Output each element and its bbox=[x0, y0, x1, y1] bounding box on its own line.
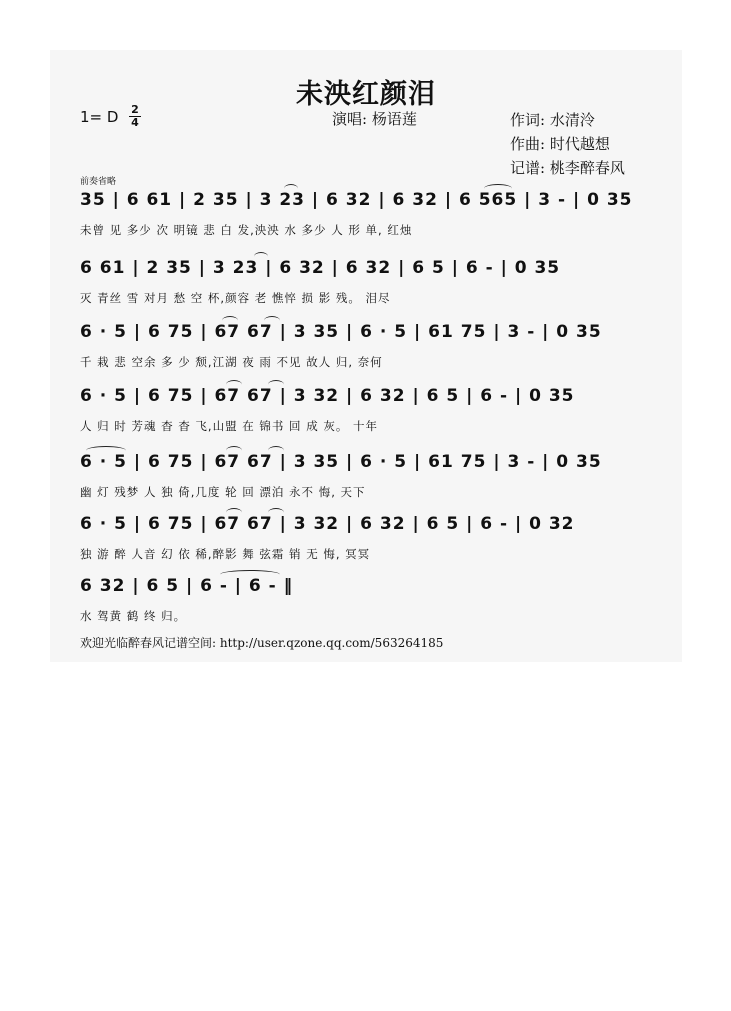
credits-block bbox=[510, 108, 625, 180]
score-row-6 bbox=[50, 506, 682, 566]
tie-mark bbox=[220, 570, 280, 579]
time-signature bbox=[129, 104, 141, 129]
transcriber-credit: 记谱: 桃李醉春风 bbox=[510, 159, 625, 177]
slur-mark bbox=[226, 380, 242, 389]
row-notes: 6 · 5 | 6 75 | 67 67 | 3 32 | 6 32 | 6 5 | 6 - | 0 32 bbox=[80, 514, 575, 534]
row-lyrics: 未曾 见 多少 次 明镜 悲 白 发,泱泱 水 多少 人 形 单, 红烛 bbox=[80, 223, 413, 237]
row-notes: 6 · 5 | 6 75 | 67 67 | 3 35 | 6 · 5 | 61 75 | 3 - | 0 35 bbox=[80, 452, 602, 472]
score-row-4 bbox=[50, 378, 682, 438]
footer-link-text: 欢迎光临醉春风记谱空间: http://user.qzone.qq.com/563264185 bbox=[80, 636, 444, 650]
composer-credit: 作曲: 时代越想 bbox=[510, 135, 610, 153]
row-lyrics: 千 栽 悲 空余 多 少 颓,江湖 夜 雨 不见 故人 归, 奈何 bbox=[80, 355, 383, 369]
singer-credit: 演唱: 杨语莲 bbox=[332, 110, 417, 128]
slur-mark bbox=[86, 446, 126, 455]
score-row-5 bbox=[50, 444, 682, 504]
slur-mark bbox=[226, 446, 242, 455]
score-row-2 bbox=[50, 250, 682, 310]
score-row-1 bbox=[50, 182, 682, 242]
key-signature: 1= D bbox=[80, 108, 119, 126]
slur-mark bbox=[284, 184, 298, 193]
prelude-note: 前奏省略 bbox=[80, 177, 117, 187]
slur-mark bbox=[222, 316, 238, 325]
row-notes: 6 61 | 2 35 | 3 23 | 6 32 | 6 32 | 6 5 | 6 - | 0 35 bbox=[80, 258, 561, 278]
row-notes: 35 | 6 61 | 2 35 | 3 23 | 6 32 | 6 32 | 6 565 | 3 - | 0 35 bbox=[80, 190, 633, 210]
row-lyrics: 独 游 醉 人音 幻 依 稀,醉影 舞 弦霜 销 无 悔, 冥冥 bbox=[80, 547, 371, 561]
row-lyrics: 水 驾黄 鹤 终 归。 bbox=[80, 609, 187, 623]
slur-mark bbox=[268, 508, 284, 517]
row-lyrics: 人 归 时 芳魂 杳 杳 飞,山盟 在 锦书 回 成 灰。 十年 bbox=[80, 419, 379, 433]
row-lyrics: 幽 灯 残梦 人 独 倚,几度 轮 回 漂泊 永不 悔, 天下 bbox=[80, 485, 366, 499]
song-title: 未泱红颜泪 bbox=[296, 79, 436, 110]
lyricist-credit: 作词: 水清泠 bbox=[510, 111, 595, 129]
slur-mark bbox=[226, 508, 242, 517]
row-notes: 6 · 5 | 6 75 | 67 67 | 3 32 | 6 32 | 6 5 | 6 - | 0 35 bbox=[80, 386, 575, 406]
row-notes: 6 · 5 | 6 75 | 67 67 | 3 35 | 6 · 5 | 61 75 | 3 - | 0 35 bbox=[80, 322, 602, 342]
score-row-3 bbox=[50, 314, 682, 374]
score-row-7 bbox=[50, 568, 682, 628]
slur-mark bbox=[484, 184, 512, 193]
time-signature-top: 2 bbox=[129, 104, 141, 117]
slur-mark bbox=[268, 380, 284, 389]
slur-mark bbox=[268, 446, 284, 455]
score-sheet bbox=[50, 50, 682, 662]
row-lyrics: 灭 青丝 雪 对月 愁 空 杯,颜容 老 憔悴 损 影 残。 泪尽 bbox=[80, 291, 391, 305]
time-signature-bottom: 4 bbox=[131, 116, 139, 129]
row-notes: 6 32 | 6 5 | 6 - | 6 - ‖ bbox=[80, 576, 294, 596]
slur-mark bbox=[264, 316, 280, 325]
slur-mark bbox=[254, 252, 268, 261]
